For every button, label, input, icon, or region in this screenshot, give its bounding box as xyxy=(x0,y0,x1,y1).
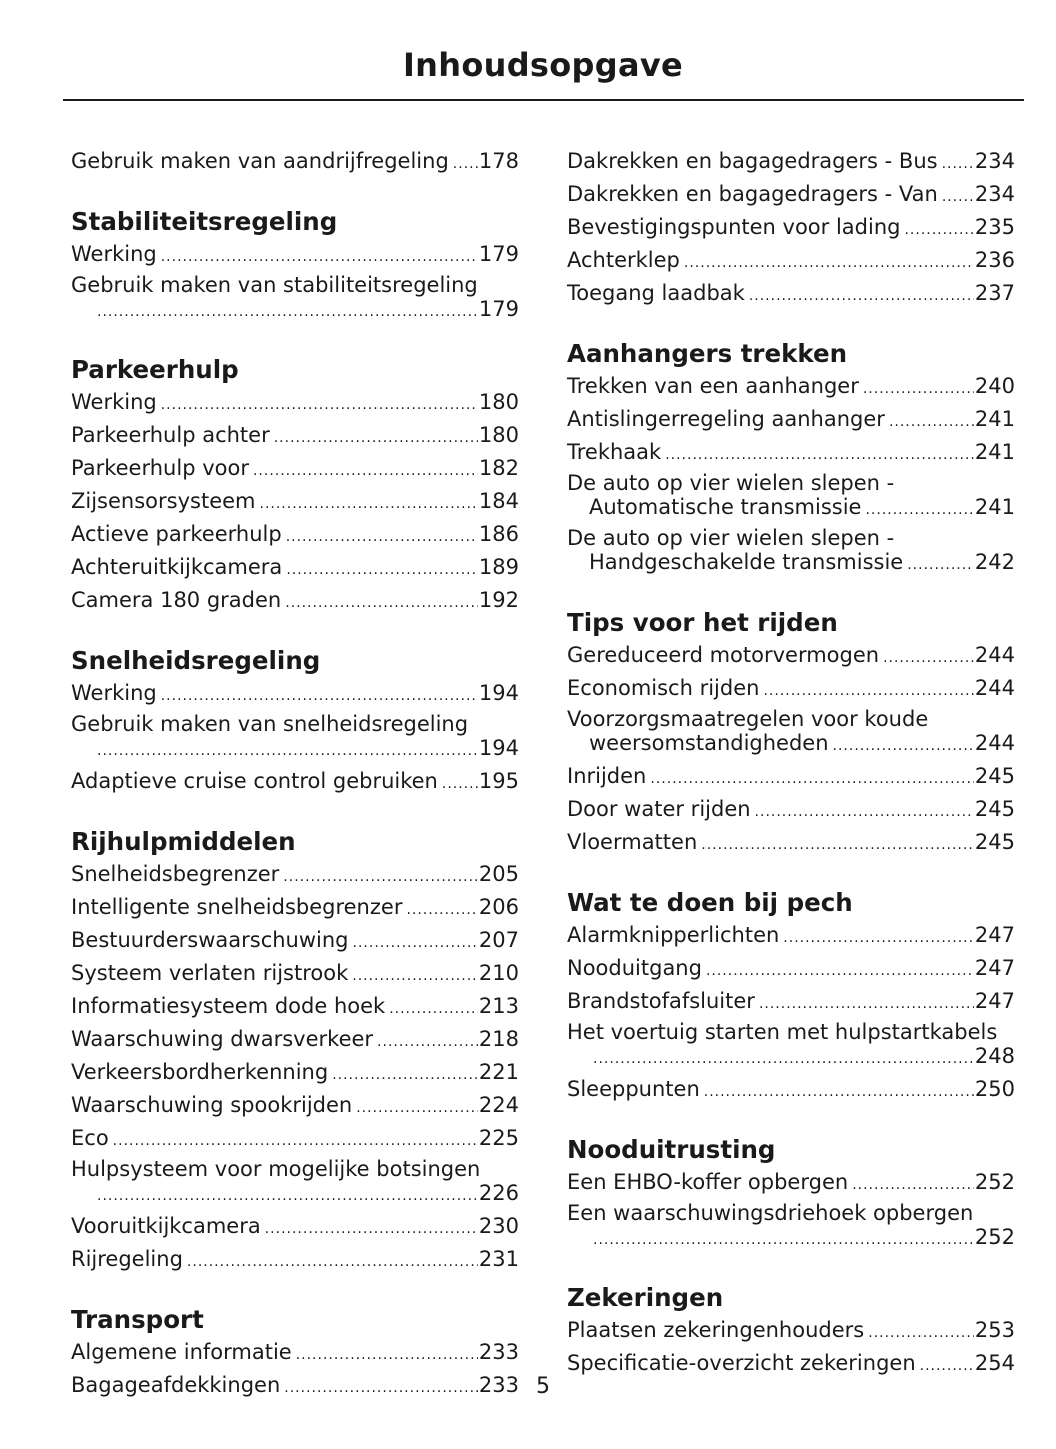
toc-entry[interactable]: Achteruitkijkcamera ..... 189 xyxy=(71,552,519,585)
toc-entry[interactable]: Werking ..... 180 xyxy=(71,387,519,420)
toc-entry[interactable]: Specificatie-overzicht zekeringen ..... 254 xyxy=(567,1348,1015,1381)
toc-entry[interactable]: Voorzorgsmaatregelen voor koude weersomstandigheden ..... 244 xyxy=(567,706,1015,761)
toc-entry[interactable]: Door water rijden ..... 245 xyxy=(567,794,1015,827)
toc-entry[interactable]: Verkeersbordherkenning ..... 221 xyxy=(71,1057,519,1090)
toc-entry[interactable]: Waarschuwing dwarsverkeer ..... 218 xyxy=(71,1024,519,1057)
toc-entry[interactable]: Toegang laadbak ..... 237 xyxy=(567,278,1015,311)
toc-entry[interactable]: Inrijden ..... 245 xyxy=(567,761,1015,794)
toc-entry[interactable]: Systeem verlaten rijstrook ..... 210 xyxy=(71,958,519,991)
section-heading-rijhulpmiddelen: Rijhulpmiddelen xyxy=(71,827,296,856)
section-heading-transport: Transport xyxy=(71,1305,204,1334)
toc-entry[interactable]: Adaptieve cruise control gebruiken ..... 195 xyxy=(71,766,519,799)
toc-entry[interactable]: Werking ..... 194 xyxy=(71,678,519,711)
section-heading-zekeringen: Zekeringen xyxy=(567,1283,724,1312)
toc-entry[interactable]: Gebruik maken van stabiliteitsregeling ..... 179 xyxy=(71,272,519,327)
toc-entry[interactable]: Camera 180 graden ..... 192 xyxy=(71,585,519,618)
page-number: 5 xyxy=(536,1374,550,1399)
toc-entry[interactable]: Trekken van een aanhanger ..... 240 xyxy=(567,371,1015,404)
section-heading-wat-te-doen-bij-pech: Wat te doen bij pech xyxy=(567,888,853,917)
toc-entry[interactable]: Snelheidsbegrenzer ..... 205 xyxy=(71,859,519,892)
section-heading-aanhangers-trekken: Aanhangers trekken xyxy=(567,339,848,368)
toc-entry[interactable]: Sleeppunten ..... 250 xyxy=(567,1074,1015,1107)
toc-entry[interactable]: Vooruitkijkcamera ..... 230 xyxy=(71,1211,519,1244)
page-title: Inhoudsopgave xyxy=(402,46,684,84)
toc-entry[interactable]: Werking ..... 179 xyxy=(71,239,519,272)
toc-entry[interactable]: Economisch rijden ..... 244 xyxy=(567,673,1015,706)
toc-entry[interactable]: Een EHBO-koffer opbergen ..... 252 xyxy=(567,1167,1015,1200)
toc-entry[interactable]: Actieve parkeerhulp ..... 186 xyxy=(71,519,519,552)
toc-entry[interactable]: Trekhaak ..... 241 xyxy=(567,437,1015,470)
toc-entry[interactable]: Bestuurderswaarschuwing ..... 207 xyxy=(71,925,519,958)
toc-entry[interactable]: Gebruik maken van snelheidsregeling ..... 194 xyxy=(71,711,519,766)
toc-entry[interactable]: Parkeerhulp achter ..... 180 xyxy=(71,420,519,453)
section-heading-parkeerhulp: Parkeerhulp xyxy=(71,355,239,384)
toc-entry[interactable]: Alarmknipperlichten ..... 247 xyxy=(567,920,1015,953)
toc-entry[interactable]: Nooduitgang ..... 247 xyxy=(567,953,1015,986)
toc-entry[interactable]: Hulpsysteem voor mogelijke botsingen ..... 226 xyxy=(71,1156,519,1211)
section-heading-nooduitrusting: Nooduitrusting xyxy=(567,1135,776,1164)
toc-column-left xyxy=(71,146,519,1403)
toc-entry[interactable]: Dakrekken en bagagedragers - Van ..... 234 xyxy=(567,179,1015,212)
toc-entry[interactable]: Vloermatten ..... 245 xyxy=(567,827,1015,860)
toc-entry[interactable]: Een waarschuwingsdriehoek opbergen ..... 252 xyxy=(567,1200,1015,1255)
section-heading-tips-voor-het-rijden: Tips voor het rijden xyxy=(567,608,838,637)
toc-entry[interactable]: Brandstofafsluiter ..... 247 xyxy=(567,986,1015,1019)
toc-entry[interactable]: De auto op vier wielen slepen - Automatische transmissie ..... 241 xyxy=(567,470,1015,525)
toc-entry[interactable]: De auto op vier wielen slepen - Handgeschakelde transmissie ..... 242 xyxy=(567,525,1015,580)
toc-entry[interactable]: Antislingerregeling aanhanger ..... 241 xyxy=(567,404,1015,437)
toc-entry[interactable]: Intelligente snelheidsbegrenzer ..... 206 xyxy=(71,892,519,925)
toc-entry[interactable]: Rijregeling ..... 231 xyxy=(71,1244,519,1277)
toc-entry[interactable]: Informatiesysteem dode hoek ..... 213 xyxy=(71,991,519,1024)
toc-entry[interactable]: Algemene informatie ..... 233 xyxy=(71,1337,519,1370)
section-heading-snelheidsregeling: Snelheidsregeling xyxy=(71,646,321,675)
toc-entry[interactable]: Dakrekken en bagagedragers - Bus ..... 234 xyxy=(567,146,1015,179)
toc-column-right xyxy=(567,146,1015,1381)
toc-entry[interactable]: Achterklep ..... 236 xyxy=(567,245,1015,278)
toc-entry[interactable]: Eco ..... 225 xyxy=(71,1123,519,1156)
toc-entry[interactable]: Gereduceerd motorvermogen ..... 244 xyxy=(567,640,1015,673)
toc-entry[interactable]: Gebruik maken van aandrijfregeling ..... 178 xyxy=(71,146,519,179)
toc-entry[interactable]: Bagageafdekkingen ..... 233 xyxy=(71,1370,519,1403)
toc-entry[interactable]: Parkeerhulp voor ..... 182 xyxy=(71,453,519,486)
section-heading-stabiliteitsregeling: Stabiliteitsregeling xyxy=(71,207,338,236)
toc-entry[interactable]: Plaatsen zekeringenhouders ..... 253 xyxy=(567,1315,1015,1348)
toc-entry[interactable]: Bevestigingspunten voor lading ..... 235 xyxy=(567,212,1015,245)
title-divider xyxy=(63,99,1024,101)
toc-entry[interactable]: Waarschuwing spookrijden ..... 224 xyxy=(71,1090,519,1123)
toc-entry[interactable]: Zijsensorsysteem ..... 184 xyxy=(71,486,519,519)
toc-entry[interactable]: Het voertuig starten met hulpstartkabels ..... 248 xyxy=(567,1019,1015,1074)
